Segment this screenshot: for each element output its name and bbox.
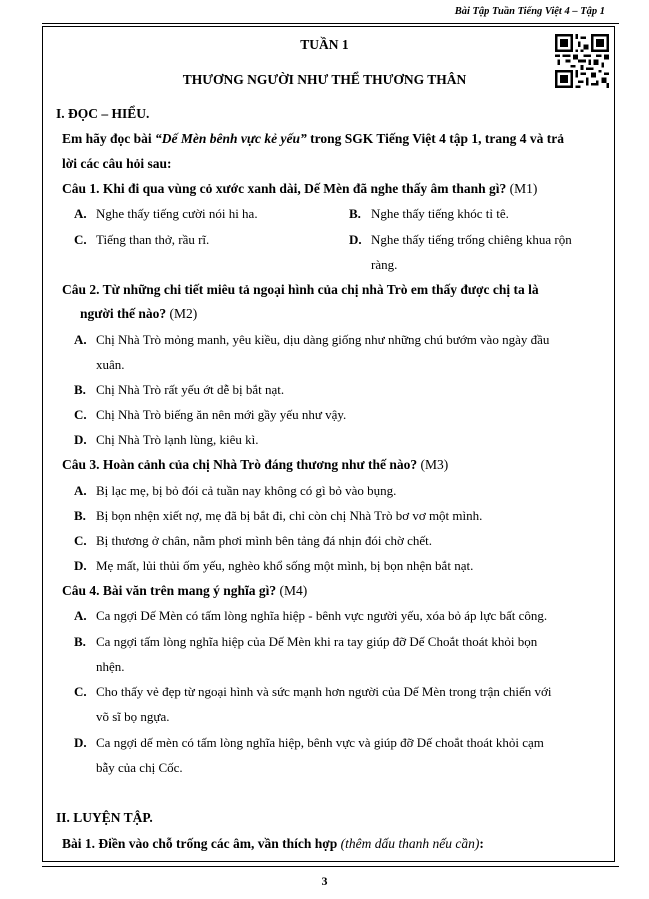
section-1-heading: I. ĐỌC – HIỂU. — [56, 106, 150, 121]
exercise-1-instruction: Bài 1. Điền vào chỗ trống các âm, vần thích hợp (thêm dấu thanh nếu cần): — [62, 836, 484, 851]
running-header: Bài Tập Tuần Tiếng Việt 4 – Tập 1 — [454, 6, 605, 17]
question-2-line-2: người thế nào? (M2) — [80, 306, 198, 321]
question-3: Câu 3. Hoàn cảnh của chị Nhà Trò đáng thương như thế nào? (M3) — [62, 457, 449, 472]
question-4: Câu 4. Bài văn trên mang ý nghĩa gì? (M4) — [62, 583, 308, 598]
header-rule — [42, 23, 619, 24]
topic-title: THƯƠNG NGƯỜI NHƯ THỂ THƯƠNG THÂN — [182, 72, 467, 87]
question-2-line-1: Câu 2. Từ những chi tiết miêu tả ngoại hình của chị nhà Trò em thấy được chị ta là — [62, 282, 539, 297]
page-number: 3 — [321, 874, 328, 888]
section-1-intro-line-1: Em hãy đọc bài “Dế Mèn bênh vực kẻ yếu” trong SGK Tiếng Việt 4 tập 1, trang 4 và trả — [62, 131, 564, 146]
week-title: TUẦN 1 — [300, 37, 349, 52]
question-1: Câu 1. Khi đi qua vùng cỏ xước xanh dài, Dế Mèn đã nghe thấy âm thanh gì? (M1) — [62, 181, 538, 196]
footer-rule — [42, 866, 619, 867]
section-1-intro-line-2: lời các câu hỏi sau: — [62, 156, 172, 171]
section-2-heading: II. LUYỆN TẬP. — [56, 810, 153, 825]
